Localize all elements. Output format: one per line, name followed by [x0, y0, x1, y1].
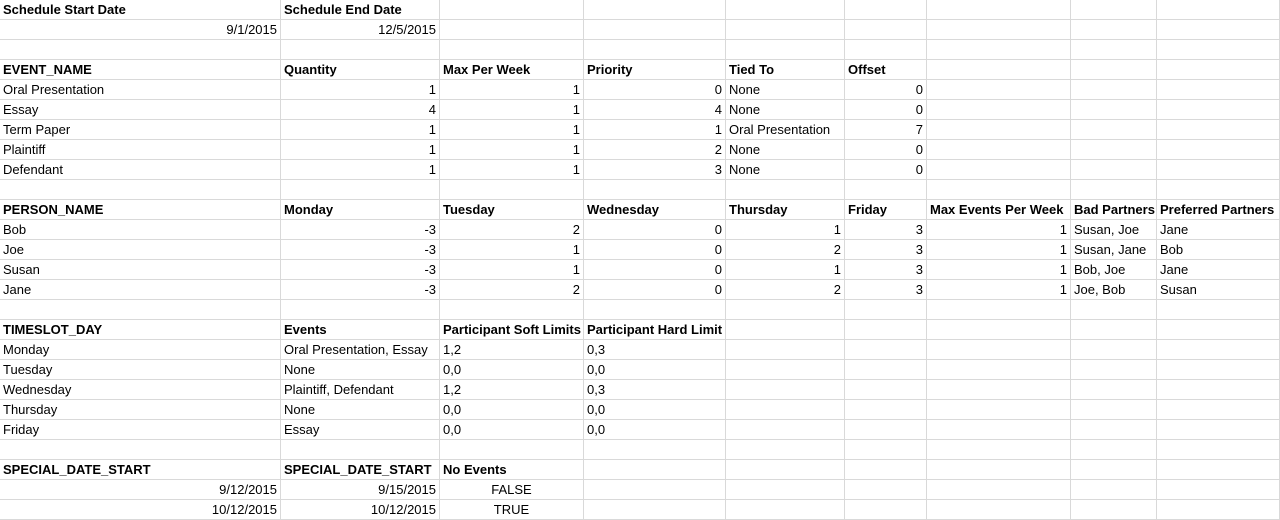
empty-cell[interactable] — [927, 480, 1071, 500]
special-date-end-cell[interactable]: 10/12/2015 — [281, 500, 440, 520]
empty-cell[interactable] — [584, 460, 726, 480]
person-bad-partners-cell[interactable]: Susan, Jane — [1071, 240, 1157, 260]
empty-cell[interactable] — [845, 300, 927, 320]
empty-cell[interactable] — [726, 180, 845, 200]
event-tied-to-cell[interactable]: Oral Presentation — [726, 120, 845, 140]
person-max-events-cell[interactable]: 1 — [927, 260, 1071, 280]
empty-cell[interactable] — [927, 100, 1071, 120]
timeslot-day-cell[interactable]: Thursday — [0, 400, 281, 420]
empty-cell[interactable] — [1157, 140, 1280, 160]
empty-cell[interactable] — [845, 0, 927, 20]
person-tuesday-cell[interactable]: 2 — [440, 220, 584, 240]
event-quantity-cell[interactable]: 1 — [281, 80, 440, 100]
event-quantity-cell[interactable]: 1 — [281, 160, 440, 180]
empty-cell[interactable] — [726, 0, 845, 20]
empty-cell[interactable] — [1071, 420, 1157, 440]
event-priority-cell[interactable]: 1 — [584, 120, 726, 140]
timeslot-hard-limit-cell[interactable]: 0,0 — [584, 400, 726, 420]
event-priority-cell[interactable]: 0 — [584, 80, 726, 100]
empty-cell[interactable] — [1071, 400, 1157, 420]
timeslot-soft-limit-cell[interactable]: 0,0 — [440, 420, 584, 440]
schedule-start-date[interactable]: 9/1/2015 — [0, 20, 281, 40]
empty-cell[interactable] — [726, 460, 845, 480]
event-max-per-week-cell[interactable]: 1 — [440, 100, 584, 120]
event-priority-cell[interactable]: 4 — [584, 100, 726, 120]
person-tuesday-cell[interactable]: 1 — [440, 240, 584, 260]
empty-cell[interactable] — [440, 300, 584, 320]
person-monday-cell[interactable]: -3 — [281, 220, 440, 240]
header-friday[interactable]: Friday — [845, 200, 927, 220]
event-offset-cell[interactable]: 7 — [845, 120, 927, 140]
empty-cell[interactable] — [1157, 400, 1280, 420]
event-quantity-cell[interactable]: 1 — [281, 120, 440, 140]
empty-cell[interactable] — [584, 0, 726, 20]
event-priority-cell[interactable]: 2 — [584, 140, 726, 160]
event-offset-cell[interactable]: 0 — [845, 140, 927, 160]
person-name-cell[interactable]: Joe — [0, 240, 281, 260]
timeslot-events-cell[interactable]: Oral Presentation, Essay — [281, 340, 440, 360]
empty-cell[interactable] — [845, 20, 927, 40]
header-timeslot-day[interactable]: TIMESLOT_DAY — [0, 320, 281, 340]
person-max-events-cell[interactable]: 1 — [927, 280, 1071, 300]
empty-cell[interactable] — [1157, 100, 1280, 120]
empty-cell[interactable] — [1071, 300, 1157, 320]
empty-cell[interactable] — [927, 300, 1071, 320]
person-thursday-cell[interactable]: 1 — [726, 260, 845, 280]
empty-cell[interactable] — [1157, 360, 1280, 380]
person-friday-cell[interactable]: 3 — [845, 220, 927, 240]
empty-cell[interactable] — [281, 300, 440, 320]
empty-cell[interactable] — [1157, 320, 1280, 340]
person-friday-cell[interactable]: 3 — [845, 280, 927, 300]
timeslot-hard-limit-cell[interactable]: 0,0 — [584, 360, 726, 380]
empty-cell[interactable] — [1071, 440, 1157, 460]
person-thursday-cell[interactable]: 2 — [726, 240, 845, 260]
empty-cell[interactable] — [726, 480, 845, 500]
empty-cell[interactable] — [281, 180, 440, 200]
header-thursday[interactable]: Thursday — [726, 200, 845, 220]
person-wednesday-cell[interactable]: 0 — [584, 260, 726, 280]
empty-cell[interactable] — [1157, 500, 1280, 520]
empty-cell[interactable] — [726, 40, 845, 60]
empty-cell[interactable] — [1071, 40, 1157, 60]
person-thursday-cell[interactable]: 2 — [726, 280, 845, 300]
empty-cell[interactable] — [584, 180, 726, 200]
timeslot-hard-limit-cell[interactable]: 0,3 — [584, 380, 726, 400]
empty-cell[interactable] — [1157, 40, 1280, 60]
header-schedule-end[interactable]: Schedule End Date — [281, 0, 440, 20]
person-preferred-partners-cell[interactable]: Jane — [1157, 260, 1280, 280]
event-offset-cell[interactable]: 0 — [845, 160, 927, 180]
empty-cell[interactable] — [726, 400, 845, 420]
person-preferred-partners-cell[interactable]: Bob — [1157, 240, 1280, 260]
person-bad-partners-cell[interactable]: Bob, Joe — [1071, 260, 1157, 280]
empty-cell[interactable] — [927, 420, 1071, 440]
event-tied-to-cell[interactable]: None — [726, 160, 845, 180]
timeslot-events-cell[interactable]: None — [281, 400, 440, 420]
empty-cell[interactable] — [927, 40, 1071, 60]
empty-cell[interactable] — [584, 300, 726, 320]
empty-cell[interactable] — [845, 360, 927, 380]
person-wednesday-cell[interactable]: 0 — [584, 240, 726, 260]
event-name-cell[interactable]: Oral Presentation — [0, 80, 281, 100]
person-tuesday-cell[interactable]: 2 — [440, 280, 584, 300]
special-date-no-events-cell[interactable]: TRUE — [440, 500, 584, 520]
empty-cell[interactable] — [1071, 180, 1157, 200]
event-tied-to-cell[interactable]: None — [726, 80, 845, 100]
event-max-per-week-cell[interactable]: 1 — [440, 140, 584, 160]
header-offset[interactable]: Offset — [845, 60, 927, 80]
empty-cell[interactable] — [281, 440, 440, 460]
header-special-date-start-2[interactable]: SPECIAL_DATE_START — [281, 460, 440, 480]
event-name-cell[interactable]: Defendant — [0, 160, 281, 180]
header-no-events[interactable]: No Events — [440, 460, 584, 480]
event-offset-cell[interactable]: 0 — [845, 100, 927, 120]
empty-cell[interactable] — [726, 20, 845, 40]
event-tied-to-cell[interactable]: None — [726, 100, 845, 120]
empty-cell[interactable] — [584, 480, 726, 500]
header-special-date-start[interactable]: SPECIAL_DATE_START — [0, 460, 281, 480]
empty-cell[interactable] — [0, 180, 281, 200]
empty-cell[interactable] — [1071, 20, 1157, 40]
empty-cell[interactable] — [726, 380, 845, 400]
timeslot-day-cell[interactable]: Friday — [0, 420, 281, 440]
empty-cell[interactable] — [845, 420, 927, 440]
timeslot-events-cell[interactable]: Plaintiff, Defendant — [281, 380, 440, 400]
empty-cell[interactable] — [1071, 140, 1157, 160]
person-name-cell[interactable]: Susan — [0, 260, 281, 280]
empty-cell[interactable] — [927, 20, 1071, 40]
header-events[interactable]: Events — [281, 320, 440, 340]
event-priority-cell[interactable]: 3 — [584, 160, 726, 180]
empty-cell[interactable] — [584, 500, 726, 520]
person-wednesday-cell[interactable]: 0 — [584, 280, 726, 300]
empty-cell[interactable] — [845, 180, 927, 200]
empty-cell[interactable] — [845, 440, 927, 460]
empty-cell[interactable] — [1157, 120, 1280, 140]
empty-cell[interactable] — [726, 440, 845, 460]
empty-cell[interactable] — [1157, 460, 1280, 480]
empty-cell[interactable] — [1071, 500, 1157, 520]
person-friday-cell[interactable]: 3 — [845, 240, 927, 260]
empty-cell[interactable] — [440, 20, 584, 40]
header-event-name[interactable]: EVENT_NAME — [0, 60, 281, 80]
empty-cell[interactable] — [281, 40, 440, 60]
header-preferred-partners[interactable]: Preferred Partners — [1157, 200, 1280, 220]
timeslot-day-cell[interactable]: Wednesday — [0, 380, 281, 400]
person-thursday-cell[interactable]: 1 — [726, 220, 845, 240]
timeslot-soft-limit-cell[interactable]: 1,2 — [440, 380, 584, 400]
empty-cell[interactable] — [927, 340, 1071, 360]
empty-cell[interactable] — [927, 80, 1071, 100]
header-bad-partners[interactable]: Bad Partners — [1071, 200, 1157, 220]
event-name-cell[interactable]: Term Paper — [0, 120, 281, 140]
empty-cell[interactable] — [1071, 340, 1157, 360]
empty-cell[interactable] — [927, 0, 1071, 20]
timeslot-hard-limit-cell[interactable]: 0,3 — [584, 340, 726, 360]
empty-cell[interactable] — [845, 320, 927, 340]
empty-cell[interactable] — [726, 300, 845, 320]
special-date-end-cell[interactable]: 9/15/2015 — [281, 480, 440, 500]
empty-cell[interactable] — [845, 500, 927, 520]
empty-cell[interactable] — [1157, 440, 1280, 460]
empty-cell[interactable] — [845, 480, 927, 500]
empty-cell[interactable] — [1071, 60, 1157, 80]
timeslot-events-cell[interactable]: None — [281, 360, 440, 380]
empty-cell[interactable] — [1071, 80, 1157, 100]
header-participant-soft-limits[interactable]: Participant Soft Limits — [440, 320, 584, 340]
person-monday-cell[interactable]: -3 — [281, 260, 440, 280]
empty-cell[interactable] — [1071, 160, 1157, 180]
empty-cell[interactable] — [726, 360, 845, 380]
event-quantity-cell[interactable]: 1 — [281, 140, 440, 160]
empty-cell[interactable] — [927, 380, 1071, 400]
empty-cell[interactable] — [584, 40, 726, 60]
empty-cell[interactable] — [1071, 380, 1157, 400]
header-person-name[interactable]: PERSON_NAME — [0, 200, 281, 220]
empty-cell[interactable] — [845, 340, 927, 360]
person-bad-partners-cell[interactable]: Susan, Joe — [1071, 220, 1157, 240]
special-date-no-events-cell[interactable]: FALSE — [440, 480, 584, 500]
special-date-start-cell[interactable]: 9/12/2015 — [0, 480, 281, 500]
timeslot-soft-limit-cell[interactable]: 0,0 — [440, 400, 584, 420]
person-name-cell[interactable]: Bob — [0, 220, 281, 240]
person-preferred-partners-cell[interactable]: Jane — [1157, 220, 1280, 240]
empty-cell[interactable] — [927, 140, 1071, 160]
event-tied-to-cell[interactable]: None — [726, 140, 845, 160]
timeslot-day-cell[interactable]: Monday — [0, 340, 281, 360]
header-schedule-start[interactable]: Schedule Start Date — [0, 0, 281, 20]
empty-cell[interactable] — [0, 40, 281, 60]
header-monday[interactable]: Monday — [281, 200, 440, 220]
empty-cell[interactable] — [1071, 120, 1157, 140]
timeslot-soft-limit-cell[interactable]: 1,2 — [440, 340, 584, 360]
person-bad-partners-cell[interactable]: Joe, Bob — [1071, 280, 1157, 300]
empty-cell[interactable] — [1071, 360, 1157, 380]
empty-cell[interactable] — [1157, 340, 1280, 360]
empty-cell[interactable] — [584, 440, 726, 460]
person-tuesday-cell[interactable]: 1 — [440, 260, 584, 280]
empty-cell[interactable] — [927, 400, 1071, 420]
person-name-cell[interactable]: Jane — [0, 280, 281, 300]
header-tuesday[interactable]: Tuesday — [440, 200, 584, 220]
event-max-per-week-cell[interactable]: 1 — [440, 80, 584, 100]
header-max-events-per-week[interactable]: Max Events Per Week — [927, 200, 1071, 220]
empty-cell[interactable] — [1071, 460, 1157, 480]
empty-cell[interactable] — [726, 340, 845, 360]
person-wednesday-cell[interactable]: 0 — [584, 220, 726, 240]
empty-cell[interactable] — [845, 380, 927, 400]
empty-cell[interactable] — [1071, 320, 1157, 340]
special-date-start-cell[interactable]: 10/12/2015 — [0, 500, 281, 520]
empty-cell[interactable] — [845, 400, 927, 420]
empty-cell[interactable] — [927, 460, 1071, 480]
empty-cell[interactable] — [1157, 380, 1280, 400]
empty-cell[interactable] — [0, 300, 281, 320]
empty-cell[interactable] — [1157, 60, 1280, 80]
timeslot-day-cell[interactable]: Tuesday — [0, 360, 281, 380]
empty-cell[interactable] — [927, 120, 1071, 140]
person-monday-cell[interactable]: -3 — [281, 240, 440, 260]
header-max-per-week[interactable]: Max Per Week — [440, 60, 584, 80]
timeslot-hard-limit-cell[interactable]: 0,0 — [584, 420, 726, 440]
empty-cell[interactable] — [927, 180, 1071, 200]
empty-cell[interactable] — [927, 440, 1071, 460]
person-max-events-cell[interactable]: 1 — [927, 240, 1071, 260]
empty-cell[interactable] — [584, 20, 726, 40]
person-friday-cell[interactable]: 3 — [845, 260, 927, 280]
empty-cell[interactable] — [0, 440, 281, 460]
header-priority[interactable]: Priority — [584, 60, 726, 80]
empty-cell[interactable] — [927, 60, 1071, 80]
person-monday-cell[interactable]: -3 — [281, 280, 440, 300]
empty-cell[interactable] — [927, 360, 1071, 380]
empty-cell[interactable] — [726, 420, 845, 440]
timeslot-events-cell[interactable]: Essay — [281, 420, 440, 440]
empty-cell[interactable] — [440, 440, 584, 460]
timeslot-soft-limit-cell[interactable]: 0,0 — [440, 360, 584, 380]
empty-cell[interactable] — [845, 460, 927, 480]
empty-cell[interactable] — [1157, 420, 1280, 440]
empty-cell[interactable] — [845, 40, 927, 60]
event-max-per-week-cell[interactable]: 1 — [440, 120, 584, 140]
person-preferred-partners-cell[interactable]: Susan — [1157, 280, 1280, 300]
event-offset-cell[interactable]: 0 — [845, 80, 927, 100]
empty-cell[interactable] — [440, 40, 584, 60]
empty-cell[interactable] — [440, 0, 584, 20]
event-name-cell[interactable]: Essay — [0, 100, 281, 120]
empty-cell[interactable] — [440, 180, 584, 200]
empty-cell[interactable] — [1157, 80, 1280, 100]
header-quantity[interactable]: Quantity — [281, 60, 440, 80]
empty-cell[interactable] — [1157, 480, 1280, 500]
empty-cell[interactable] — [927, 320, 1071, 340]
empty-cell[interactable] — [927, 500, 1071, 520]
empty-cell[interactable] — [927, 160, 1071, 180]
empty-cell[interactable] — [1157, 180, 1280, 200]
event-max-per-week-cell[interactable]: 1 — [440, 160, 584, 180]
empty-cell[interactable] — [1157, 0, 1280, 20]
empty-cell[interactable] — [1157, 300, 1280, 320]
header-wednesday[interactable]: Wednesday — [584, 200, 726, 220]
empty-cell[interactable] — [1071, 100, 1157, 120]
empty-cell[interactable] — [726, 320, 845, 340]
header-participant-hard-limit[interactable]: Participant Hard Limit — [584, 320, 726, 340]
empty-cell[interactable] — [1071, 480, 1157, 500]
person-max-events-cell[interactable]: 1 — [927, 220, 1071, 240]
event-name-cell[interactable]: Plaintiff — [0, 140, 281, 160]
event-quantity-cell[interactable]: 4 — [281, 100, 440, 120]
header-tied-to[interactable]: Tied To — [726, 60, 845, 80]
schedule-end-date[interactable]: 12/5/2015 — [281, 20, 440, 40]
empty-cell[interactable] — [1157, 160, 1280, 180]
empty-cell[interactable] — [726, 500, 845, 520]
empty-cell[interactable] — [1157, 20, 1280, 40]
empty-cell[interactable] — [1071, 0, 1157, 20]
